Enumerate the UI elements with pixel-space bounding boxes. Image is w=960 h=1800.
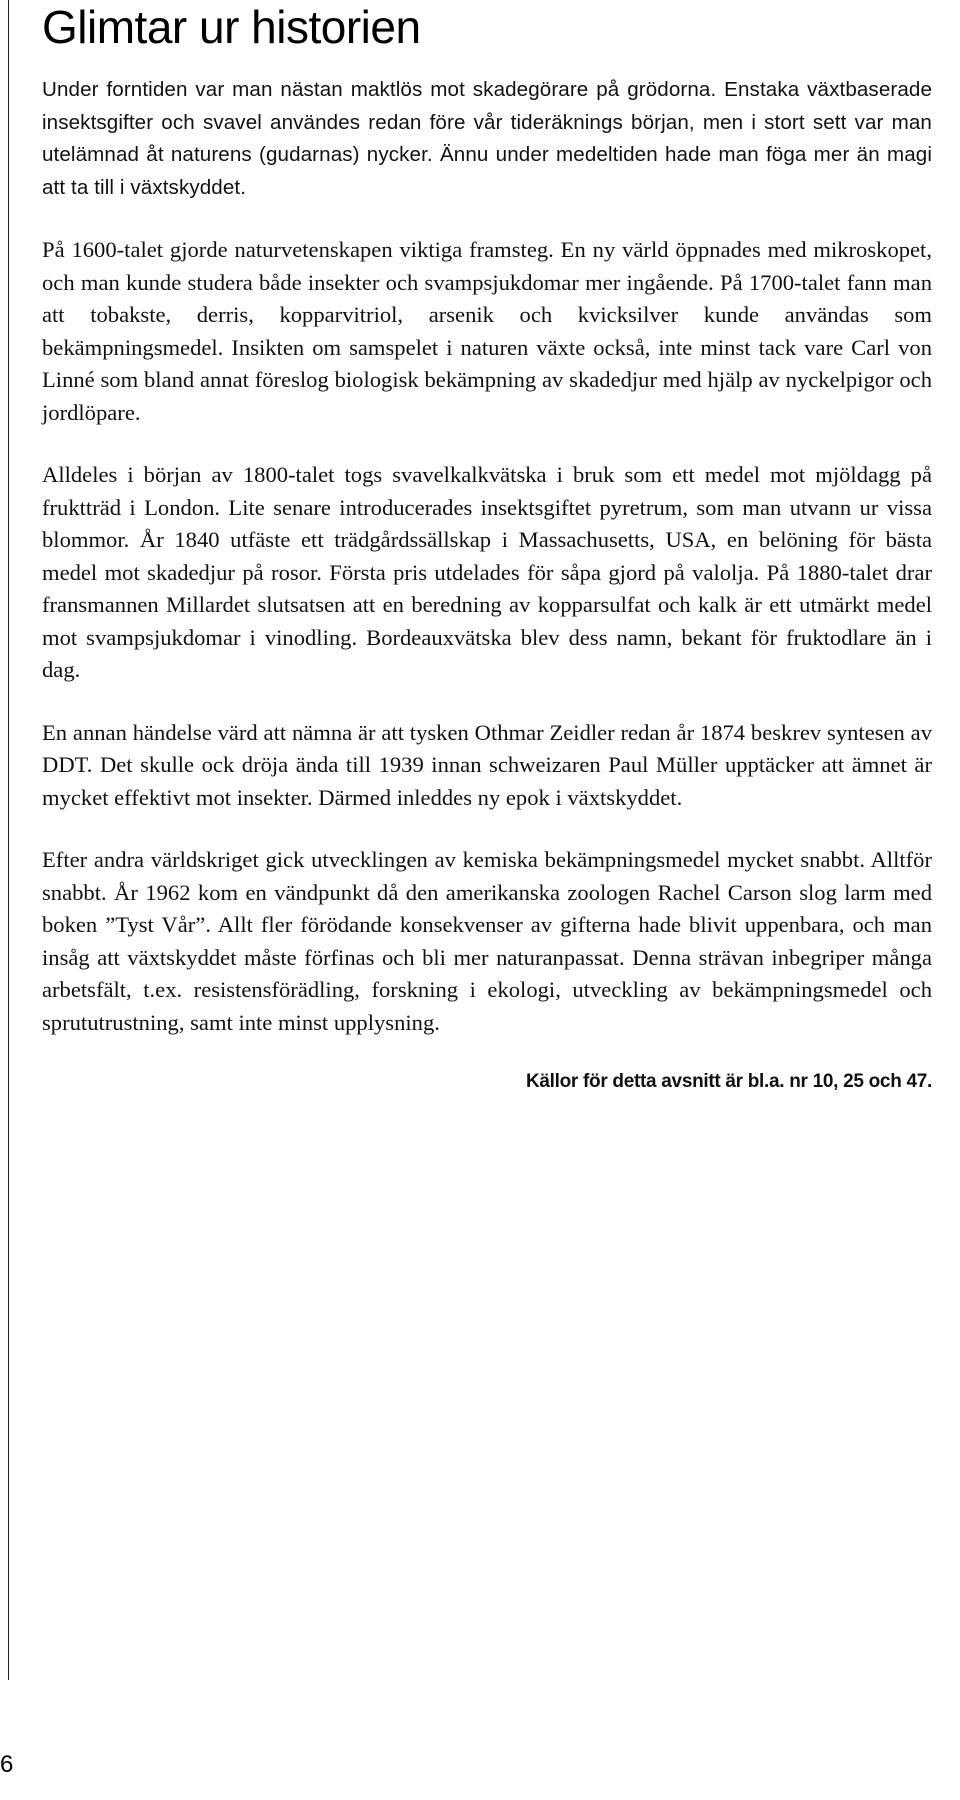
page-number: 6 [0, 1751, 14, 1778]
article-body [42, 74, 932, 1095]
left-margin-rule [8, 0, 9, 1680]
paragraph-1600-talet: På 1600-talet gjorde naturvetenskapen viktiga framsteg. En ny värld öppnades med mikroskopet, och man kunde studera både insekter och svampsjukdomar mer ingående. På 1700-talet fann man att tobakste, derris, kopparvitriol, arsenik och kvicksilver kunde användas som bekämpningsmedel. Insikten om samspelet i naturen växte också, inte minst tack vare Carl von Linné som bland annat föreslog biologisk bekämpning av skadedjur med hjälp av nyckelpigor och jordlöpare. [42, 237, 932, 425]
sources-note: Källor för detta avsnitt är bl.a. nr 10, 25 och 47. [525, 1071, 932, 1092]
paragraph-ddt: En annan händelse värd att nämna är att tysken Othmar Zeidler redan år 1874 beskrev syntesen av DDT. Det skulle ock dröja ända till 1939 innan schweizaren Paul Müller upptäcker att ämnet är mycket effektivt mot insekter. Därmed inleddes ny epok i växtskyddet. [42, 719, 932, 810]
paragraph-forntiden: Under forntiden var man nästan maktlös mot skadegörare på grödorna. Enstaka växtbaserade insektsgifter och svavel användes redan före vår tideräknings början, men i stort sett var man utelämnad åt naturens (gudarnas) nycker. Ännu under medeltiden hade man föga mer än magi att ta till i växtskyddet. [42, 78, 932, 199]
paragraph-efter-kriget: Efter andra världskriget gick utvecklingen av kemiska bekämpningsmedel mycket snabbt. Alltför snabbt. År 1962 kom en vändpunkt då den amerikanska zoologen Rachel Carson slog larm med boken ”Tyst Vår”. Allt fler förödande konsekvenser av gifterna hade blivit uppenbara, och man insåg att växtskyddet måste förfinas och bli mer naturanpassat. Denna strävan inbegriper många arbetsfält, t.ex. resistensförädling, forskning i ekologi, utveckling av bekämpningsmedel och sprututrustning, samt inte minst upplysning. [42, 847, 932, 1035]
paragraph-1800-talet: Alldeles i början av 1800-talet togs svavelkalkvätska i bruk som ett medel mot mjöldagg på fruktträd i London. Lite senare introducerades insektsgiftet pyretrum, som man utvann ur vissa blommor. År 1840 utfäste ett trädgårdssällskap i Massachusetts, USA, en belöning för bästa medel mot skadedjur på rosor. Första pris utdelades för såpa gjord på valolja. På 1880-talet drar fransmannen Millardet slutsatsen att en beredning av kopparsulfat och kalk är ett utmärkt medel mot svampsjukdomar i vinodling. Bordeauxvätska blev dess namn, bekant för fruktodlare än i dag. [42, 462, 932, 682]
page-title: Glimtar ur historien [42, 1, 421, 53]
